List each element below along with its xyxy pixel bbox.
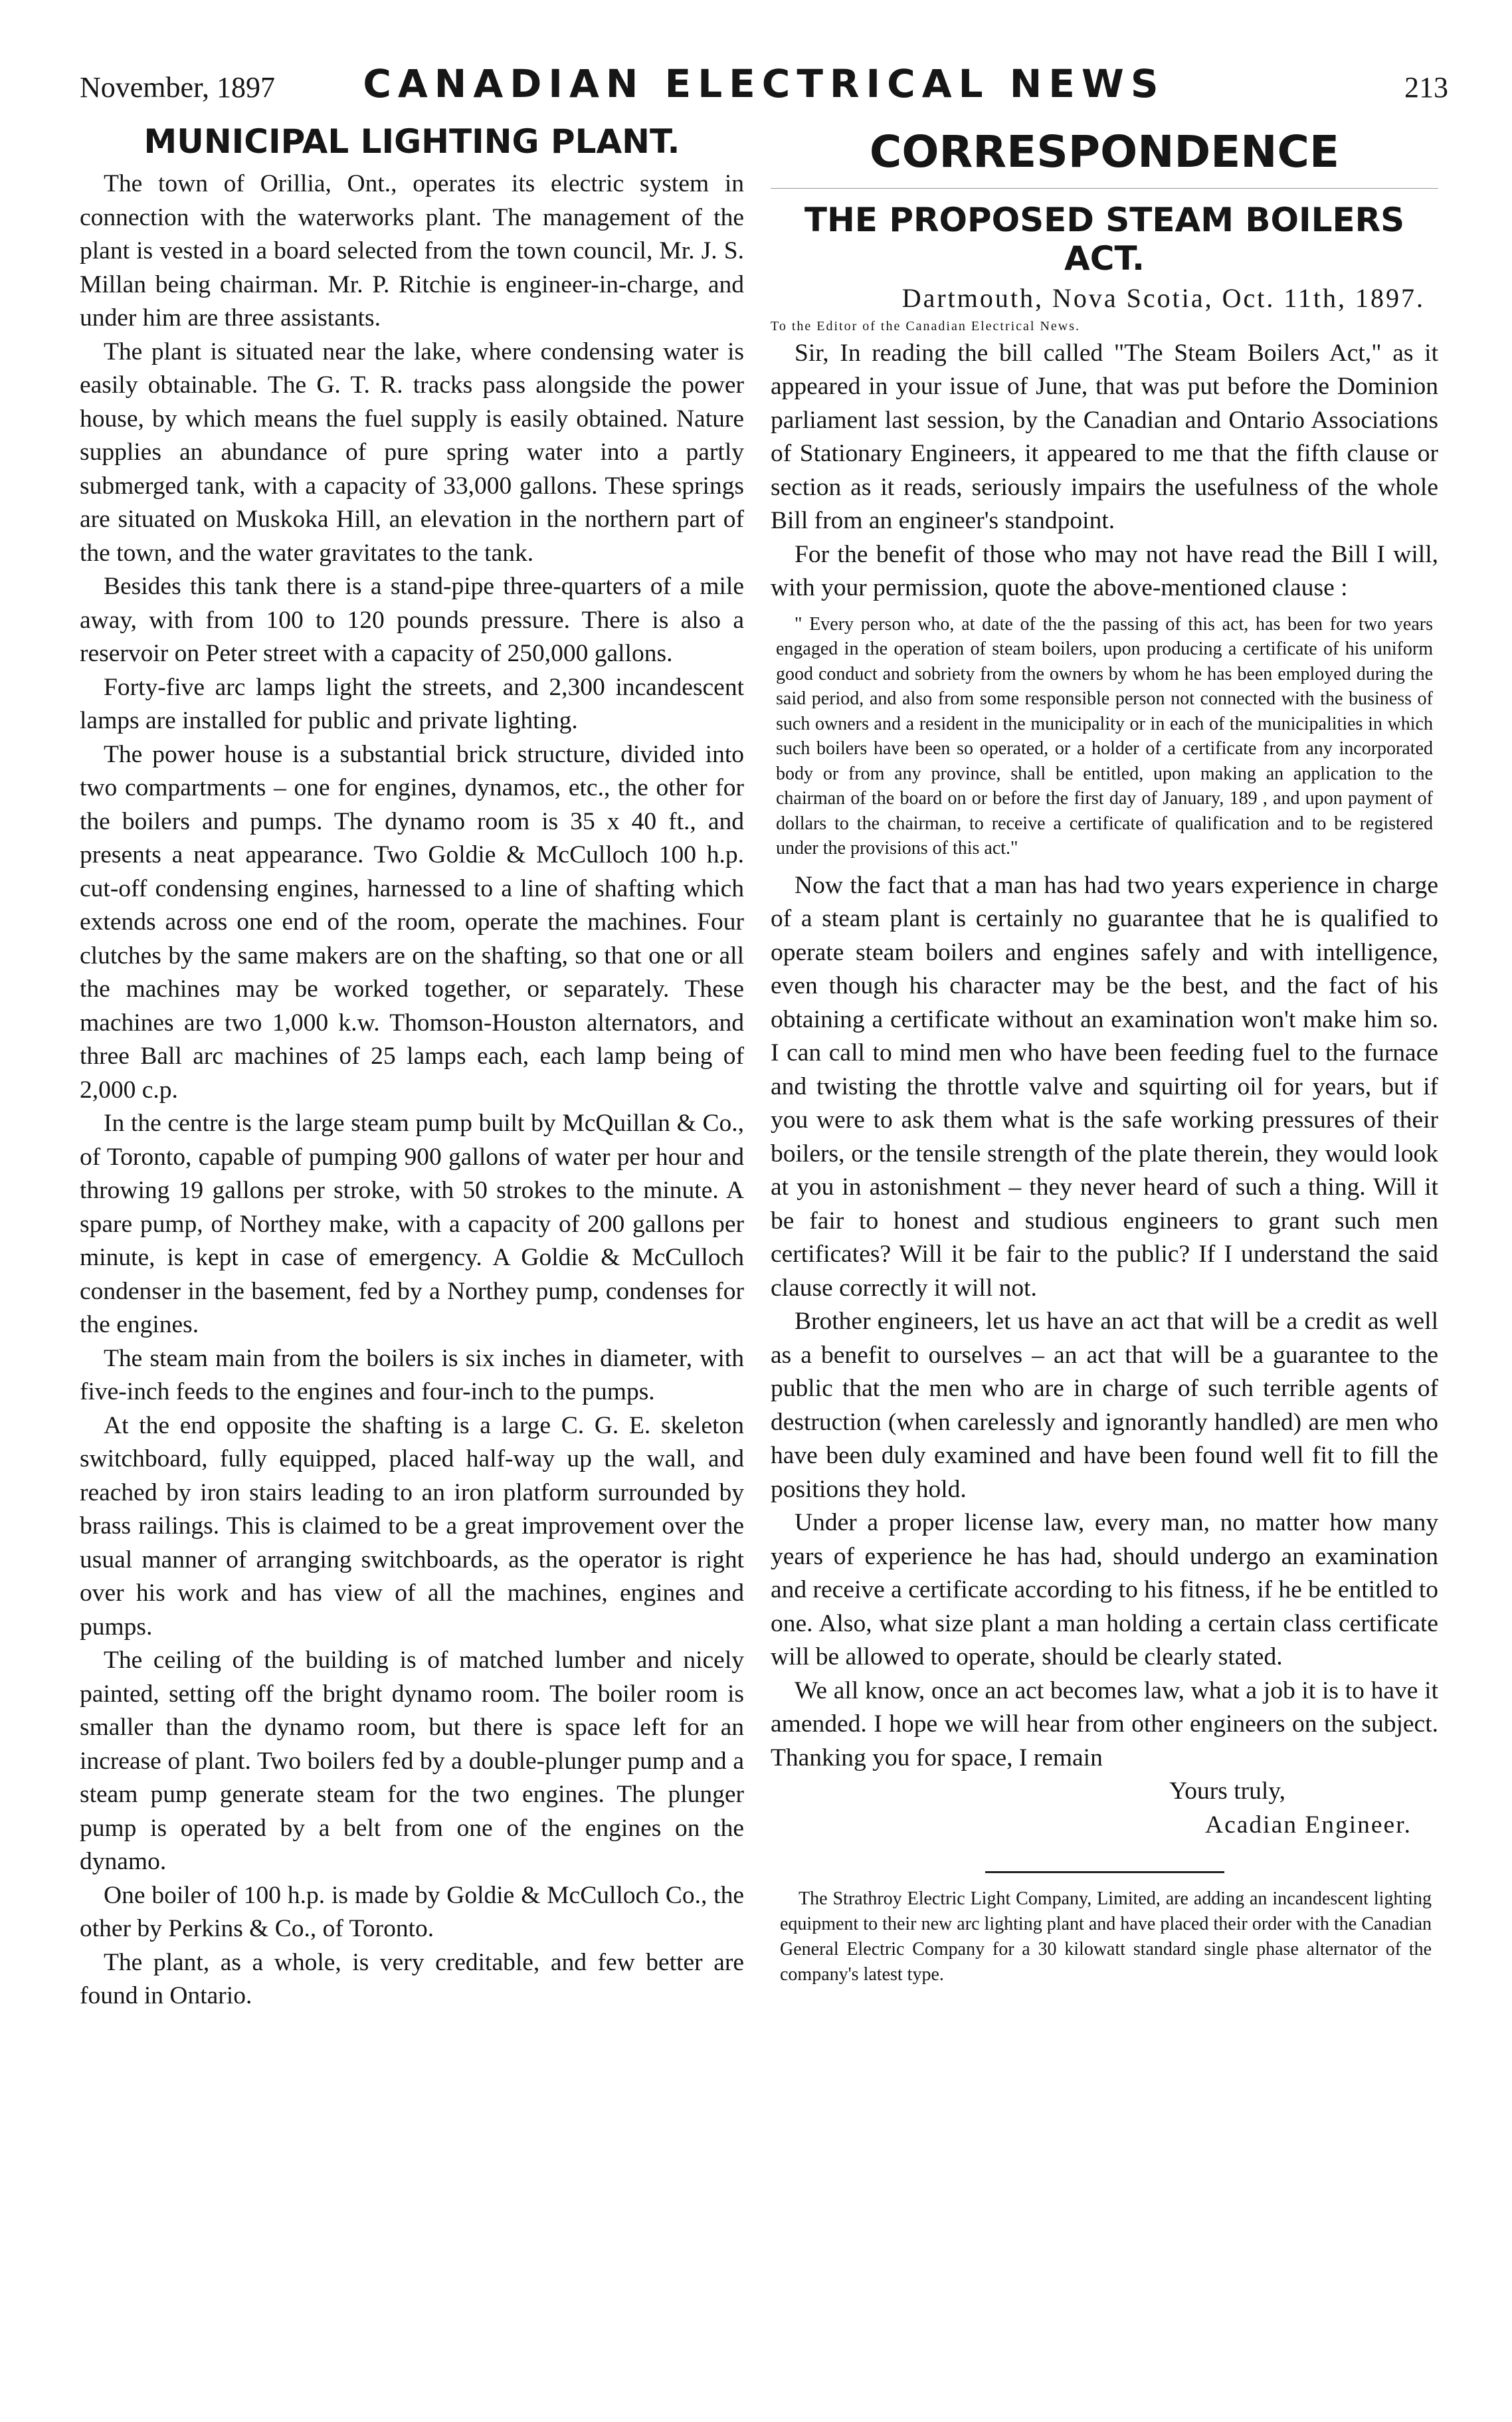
quoted-clause: " Every person who, at date of the the passing of this act, has been for two years engaged in the operation of steam boilers, upon producing a certificate of his uniform good conduct and sobriety from the owners by whom he has been employed during the said period, and also from some responsible person not connected with the business of such owners and a resident in the municipality or in each of the municipalities in which such boilers have been so operated, or a holder of a certificate from any incorporated body or from any province, shall be entitled, upon making an application to the chairman of the board on or before the first day of January, 189 , and upon payment of dollars to the chairman, to receive a certificate of qualification and to be registered under the provisions of this act." (776, 613, 1433, 858)
section-heading-correspondence: CORRESPONDENCE (869, 126, 1340, 177)
paragraph: In the centre is the large steam pump built by McQuillan & Co., of Toronto, capable of pumping 900 gallons of water per hour and throwing 19 gallons per stroke, with 50 strokes to the minute. A spare pump, of Northey make, with a capacity of 200 gallons per minute, is kept in case of emergency. A Goldie & McCulloch condenser in the basement, fed by a Northey pump, condenses for the engines. (80, 1110, 744, 1338)
paragraph: One boiler of 100 h.p. is made by Goldie & McCulloch Co., the other by Perkins & Co., of Toronto. (80, 1881, 744, 1942)
paragraph: The ceiling of the building is of matched lumber and nicely painted, setting off the bright dynamo room. The boiler room is smaller than the dynamo room, but there is space left for an increase of plant. Two boilers fed by a double-plunger pump and a steam pump generate steam for the two engines. The plunger pump is operated by a belt from one of the engines on the dynamo. (80, 1647, 744, 1875)
letter-signature: Acadian Engineer. (1205, 1811, 1412, 1839)
left-column (80, 122, 744, 2013)
paragraph: Besides this tank there is a stand-pipe three-quarters of a mile away, with from 100 to 120 pounds pressure. There is also a reservoir on Peter street with a capacity of 250,000 gallons. (80, 573, 744, 667)
paragraph: Brother engineers, let us have an act that will be a credit as well as a benefit to ourselves – an act that will be a guarantee to the public that the men who are in charge of such terrible agents of destruction (when carelessly and ignorantly handled) are men who have been duly examined and have been found well fit to fill the positions they hold. (771, 1308, 1438, 1503)
publication-title: CANADIAN ELECTRICAL NEWS (363, 61, 1165, 106)
paragraph: The steam main from the boilers is six inches in diameter, with five-inch feeds to the engines and four-inch to the pumps. (80, 1344, 744, 1405)
issue-date: November, 1897 (80, 71, 275, 104)
paragraph: The power house is a substantial brick structure, divided into two compartments – one for engines, dynamos, etc., the other for the boilers and pumps. The dynamo room is 35 x 40 ft., and presents a neat appearance. Two Goldie & McCulloch 100 h.p. cut-off condensing engines, harnessed to a line of shafting which extends across one end of the room, operate the machines. Four clutches by the same makers are on the shafting, so that one or all the machines may be worked together, or separately. These machines are two 1,000 k.w. Thomson-Houston alternators, and three Ball arc machines of 25 lamps each, each lamp being of 2,000 c.p. (80, 740, 744, 1104)
paragraph: The plant, as a whole, is very creditable, and few better are found in Ontario. (80, 1948, 744, 2009)
article-heading-municipal: MUNICIPAL LIGHTING PLANT. (143, 122, 680, 161)
divider (771, 188, 1438, 189)
letter-closing: Yours truly, (1169, 1777, 1285, 1805)
paragraph: For the benefit of those who may not have read the Bill I will, with your permission, quote the above-mentioned clause : (771, 540, 1438, 601)
paragraph: Sir, In reading the bill called "The Steam Boilers Act," as it appeared in your issue of June, that was put before the Dominion parliament last session, by the Canadian and Ontario Associations of Stationary Engineers, it appeared to me that the fifth clause or section as it reads, seriously impairs the usefulness of the whole Bill from an engineer's standpoint. (771, 339, 1438, 534)
page-number: 213 (1404, 71, 1448, 104)
paragraph: Under a proper license law, every man, no matter how many years of experience he has had, should undergo an examination and receive a certificate according to his fitness, if he be entitled to one. Also, what size plant a man holding a certain class certificate will be allowed to operate, should be clearly stated. (771, 1509, 1438, 1670)
right-column (771, 122, 1438, 1987)
news-note: The Strathroy Electric Light Company, Limited, are adding an incandescent lighting equipment to their new arc lighting plant and have placed their order with the Canadian General Electric Company for a 30 kilowatt standard single phase alternator of the company's latest type. (780, 1888, 1432, 1985)
paragraph: At the end opposite the shafting is a large C. G. E. skeleton switchboard, fully equipped, placed half-way up the wall, and reached by iron stairs leading to an iron platform surrounded by brass railings. This is claimed to be a great improvement over the usual manner of arranging switchboards, as the operator is right over his work and has view of all the machines, engines and pumps. (80, 1411, 744, 1641)
letter-addressee: To the Editor of the Canadian Electrical News. (771, 318, 1081, 334)
paragraph: Forty-five arc lamps light the streets, and 2,300 incandescent lamps are installed for public and private lighting. (80, 673, 744, 734)
article-heading-steam-boilers: THE PROPOSED STEAM BOILERS ACT. (804, 201, 1405, 278)
letter-dateline: Dartmouth, Nova Scotia, Oct. 11th, 1897. (901, 283, 1425, 313)
paragraph: We all know, once an act becomes law, what a job it is to have it amended. I hope we will hear from other engineers on the subject. Thanking you for space, I remain (771, 1676, 1438, 1771)
paragraph: The plant is situated near the lake, where condensing water is easily obtainable. The G. T. R. tracks pass alongside the power house, by which means the fuel supply is easily obtained. Nature supplies an abundance of pure spring water into a partly submerged tank, with a capacity of 33,000 gallons. These springs are situated on Muskoka Hill, an elevation in the northern part of the town, and the water gravitates to the tank. (80, 338, 744, 567)
paragraph: The town of Orillia, Ont., operates its electric system in connection with the waterworks plant. The management of the plant is vested in a board selected from the town council, Mr. J. S. Millan being chairman. Mr. P. Ritchie is engineer-in-charge, and under him are three assistants. (80, 170, 744, 332)
divider (985, 1871, 1224, 1873)
page-header (80, 61, 1448, 114)
paragraph: Now the fact that a man has had two years experience in charge of a steam plant is certainly no guarantee that he is qualified to operate steam boilers and engines safely and with intelligence, even though his character may be the best, and the fact of his obtaining a certificate without an examination won't make him so. I can call to mind men who have been feeding fuel to the furnace and twisting the throttle valve and squirting oil for years, but if you were to ask them what is the safe working pressures of their boilers, or the tensile strength of the plate therein, they would look at you in astonishment – they never heard of such a thing. Will it be fair to honest and studious engineers to grant such men certificates? Will it be fair to the public? If I understand the said clause correctly it will not. (771, 871, 1438, 1302)
